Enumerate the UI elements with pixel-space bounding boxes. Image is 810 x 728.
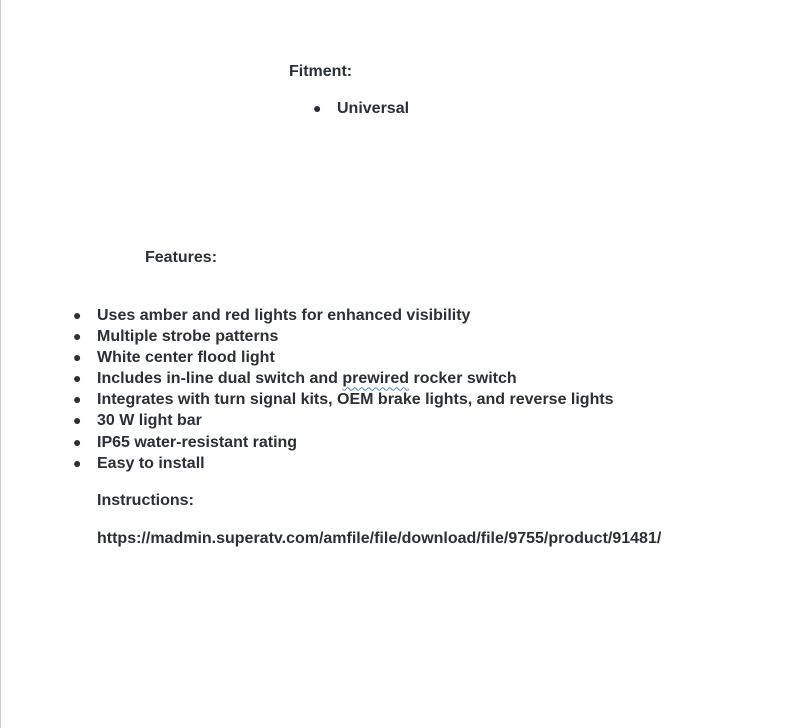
- feature-item: Integrates with turn signal kits, OEM brake lights, and reverse lights: [97, 391, 614, 409]
- fitment-item: Universal: [337, 100, 410, 117]
- feature-item: Uses amber and red lights for enhanced visibility: [97, 307, 471, 324]
- instructions-url: https://madmin.superatv.com/amfile/file/download/file/9755/product/91481/: [97, 530, 662, 547]
- page-left-edge: [0, 0, 1, 728]
- bullet-dot-icon: ●: [73, 454, 82, 471]
- feature-item: Easy to install: [97, 454, 205, 472]
- feature-item: IP65 water-resistant rating: [97, 433, 298, 451]
- bullet-dot-icon: ●: [73, 349, 82, 366]
- feature-text-after: rocker switch: [409, 370, 517, 388]
- instructions-heading: Instructions:: [97, 492, 194, 509]
- bullet-dot-icon: ●: [73, 412, 82, 429]
- bullet-dot-icon: ●: [313, 100, 322, 116]
- feature-item: White center flood light: [97, 349, 275, 367]
- bullet-dot-icon: ●: [73, 328, 82, 345]
- bullet-dot-icon: ●: [73, 391, 82, 408]
- feature-text-before: Includes in-line dual switch and: [97, 370, 343, 388]
- feature-item: [97, 368, 517, 389]
- feature-item: 30 W light bar: [97, 412, 202, 430]
- features-heading: Features:: [145, 249, 218, 266]
- feature-item: Multiple strobe patterns: [97, 328, 279, 346]
- fitment-heading: Fitment:: [289, 63, 353, 80]
- bullet-dot-icon: ●: [73, 370, 82, 387]
- bullet-dot-icon: ●: [73, 433, 82, 450]
- bullet-dot-icon: ●: [73, 307, 82, 323]
- spellcheck-flagged-word[interactable]: prewired: [342, 370, 410, 388]
